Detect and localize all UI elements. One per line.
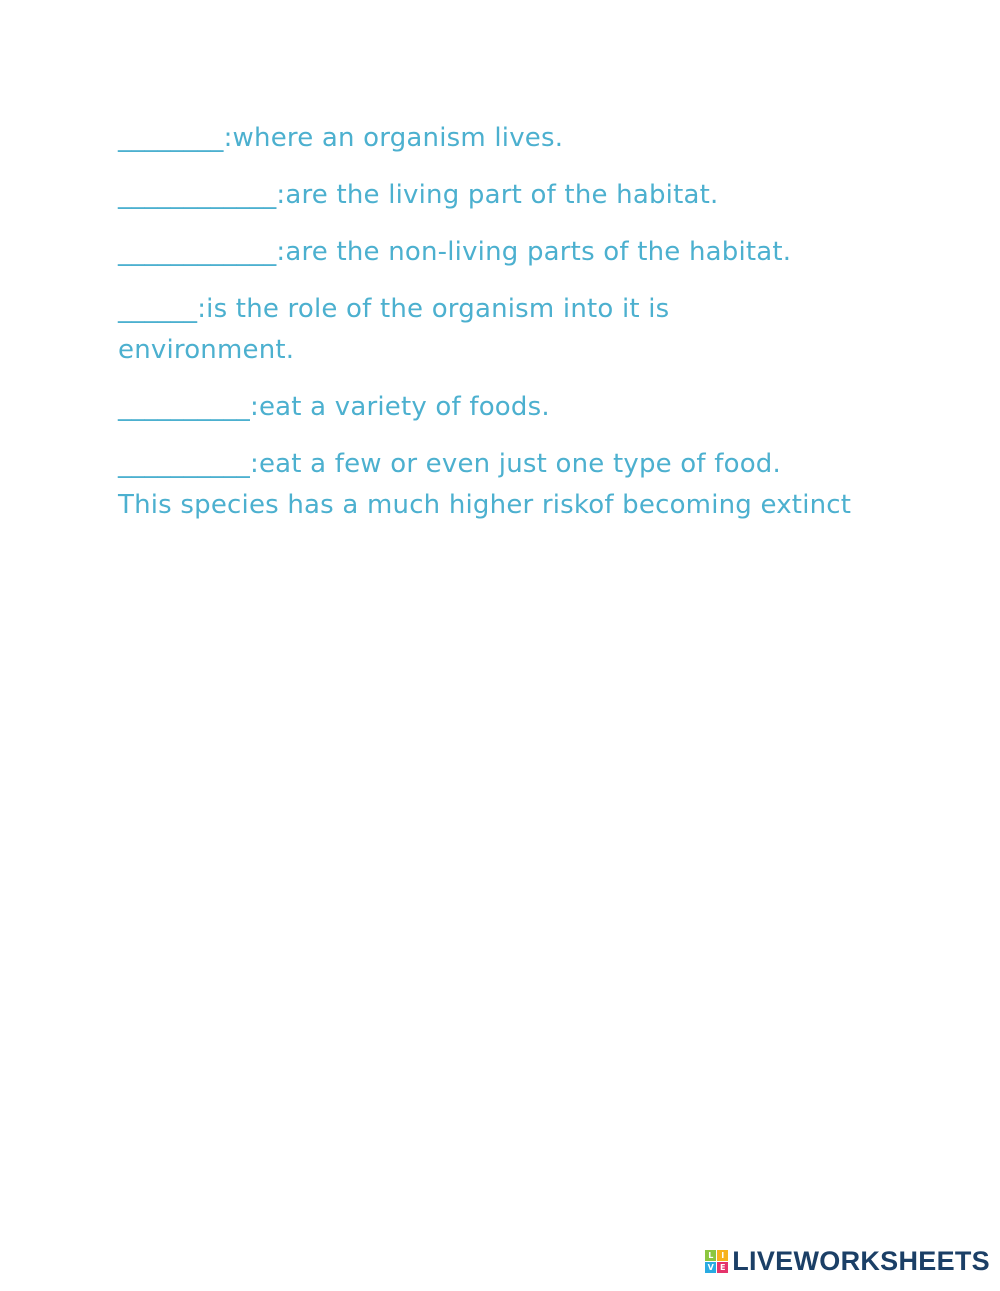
item-generalist-line: __________:eat a variety of foods. xyxy=(118,392,550,422)
item-specialist-line-2: This species has a much higher riskof becoming extinct xyxy=(118,490,852,520)
item-niche-line-1: ______:is the role of the organism into it is xyxy=(118,294,670,324)
item-niche-line-2: environment. xyxy=(118,335,295,365)
item-biotic-line: ____________:are the living part of the habitat. xyxy=(118,180,719,210)
logo-block-v: V xyxy=(705,1262,716,1273)
logo-block-e: E xyxy=(717,1262,728,1273)
item-abiotic-line: ____________:are the non-living parts of the habitat. xyxy=(118,237,792,267)
logo-text: LIVEWORKSHEETS xyxy=(732,1246,990,1276)
logo-block-l: L xyxy=(705,1250,716,1261)
item-specialist-line-1: __________:eat a few or even just one type of food. xyxy=(118,449,781,479)
logo-blocks-icon xyxy=(705,1250,728,1273)
worksheet-body xyxy=(118,118,918,526)
liveworksheets-logo[interactable] xyxy=(705,1246,990,1277)
logo-block-i: I xyxy=(717,1250,728,1261)
item-habitat-line: ________:where an organism lives. xyxy=(118,123,564,153)
